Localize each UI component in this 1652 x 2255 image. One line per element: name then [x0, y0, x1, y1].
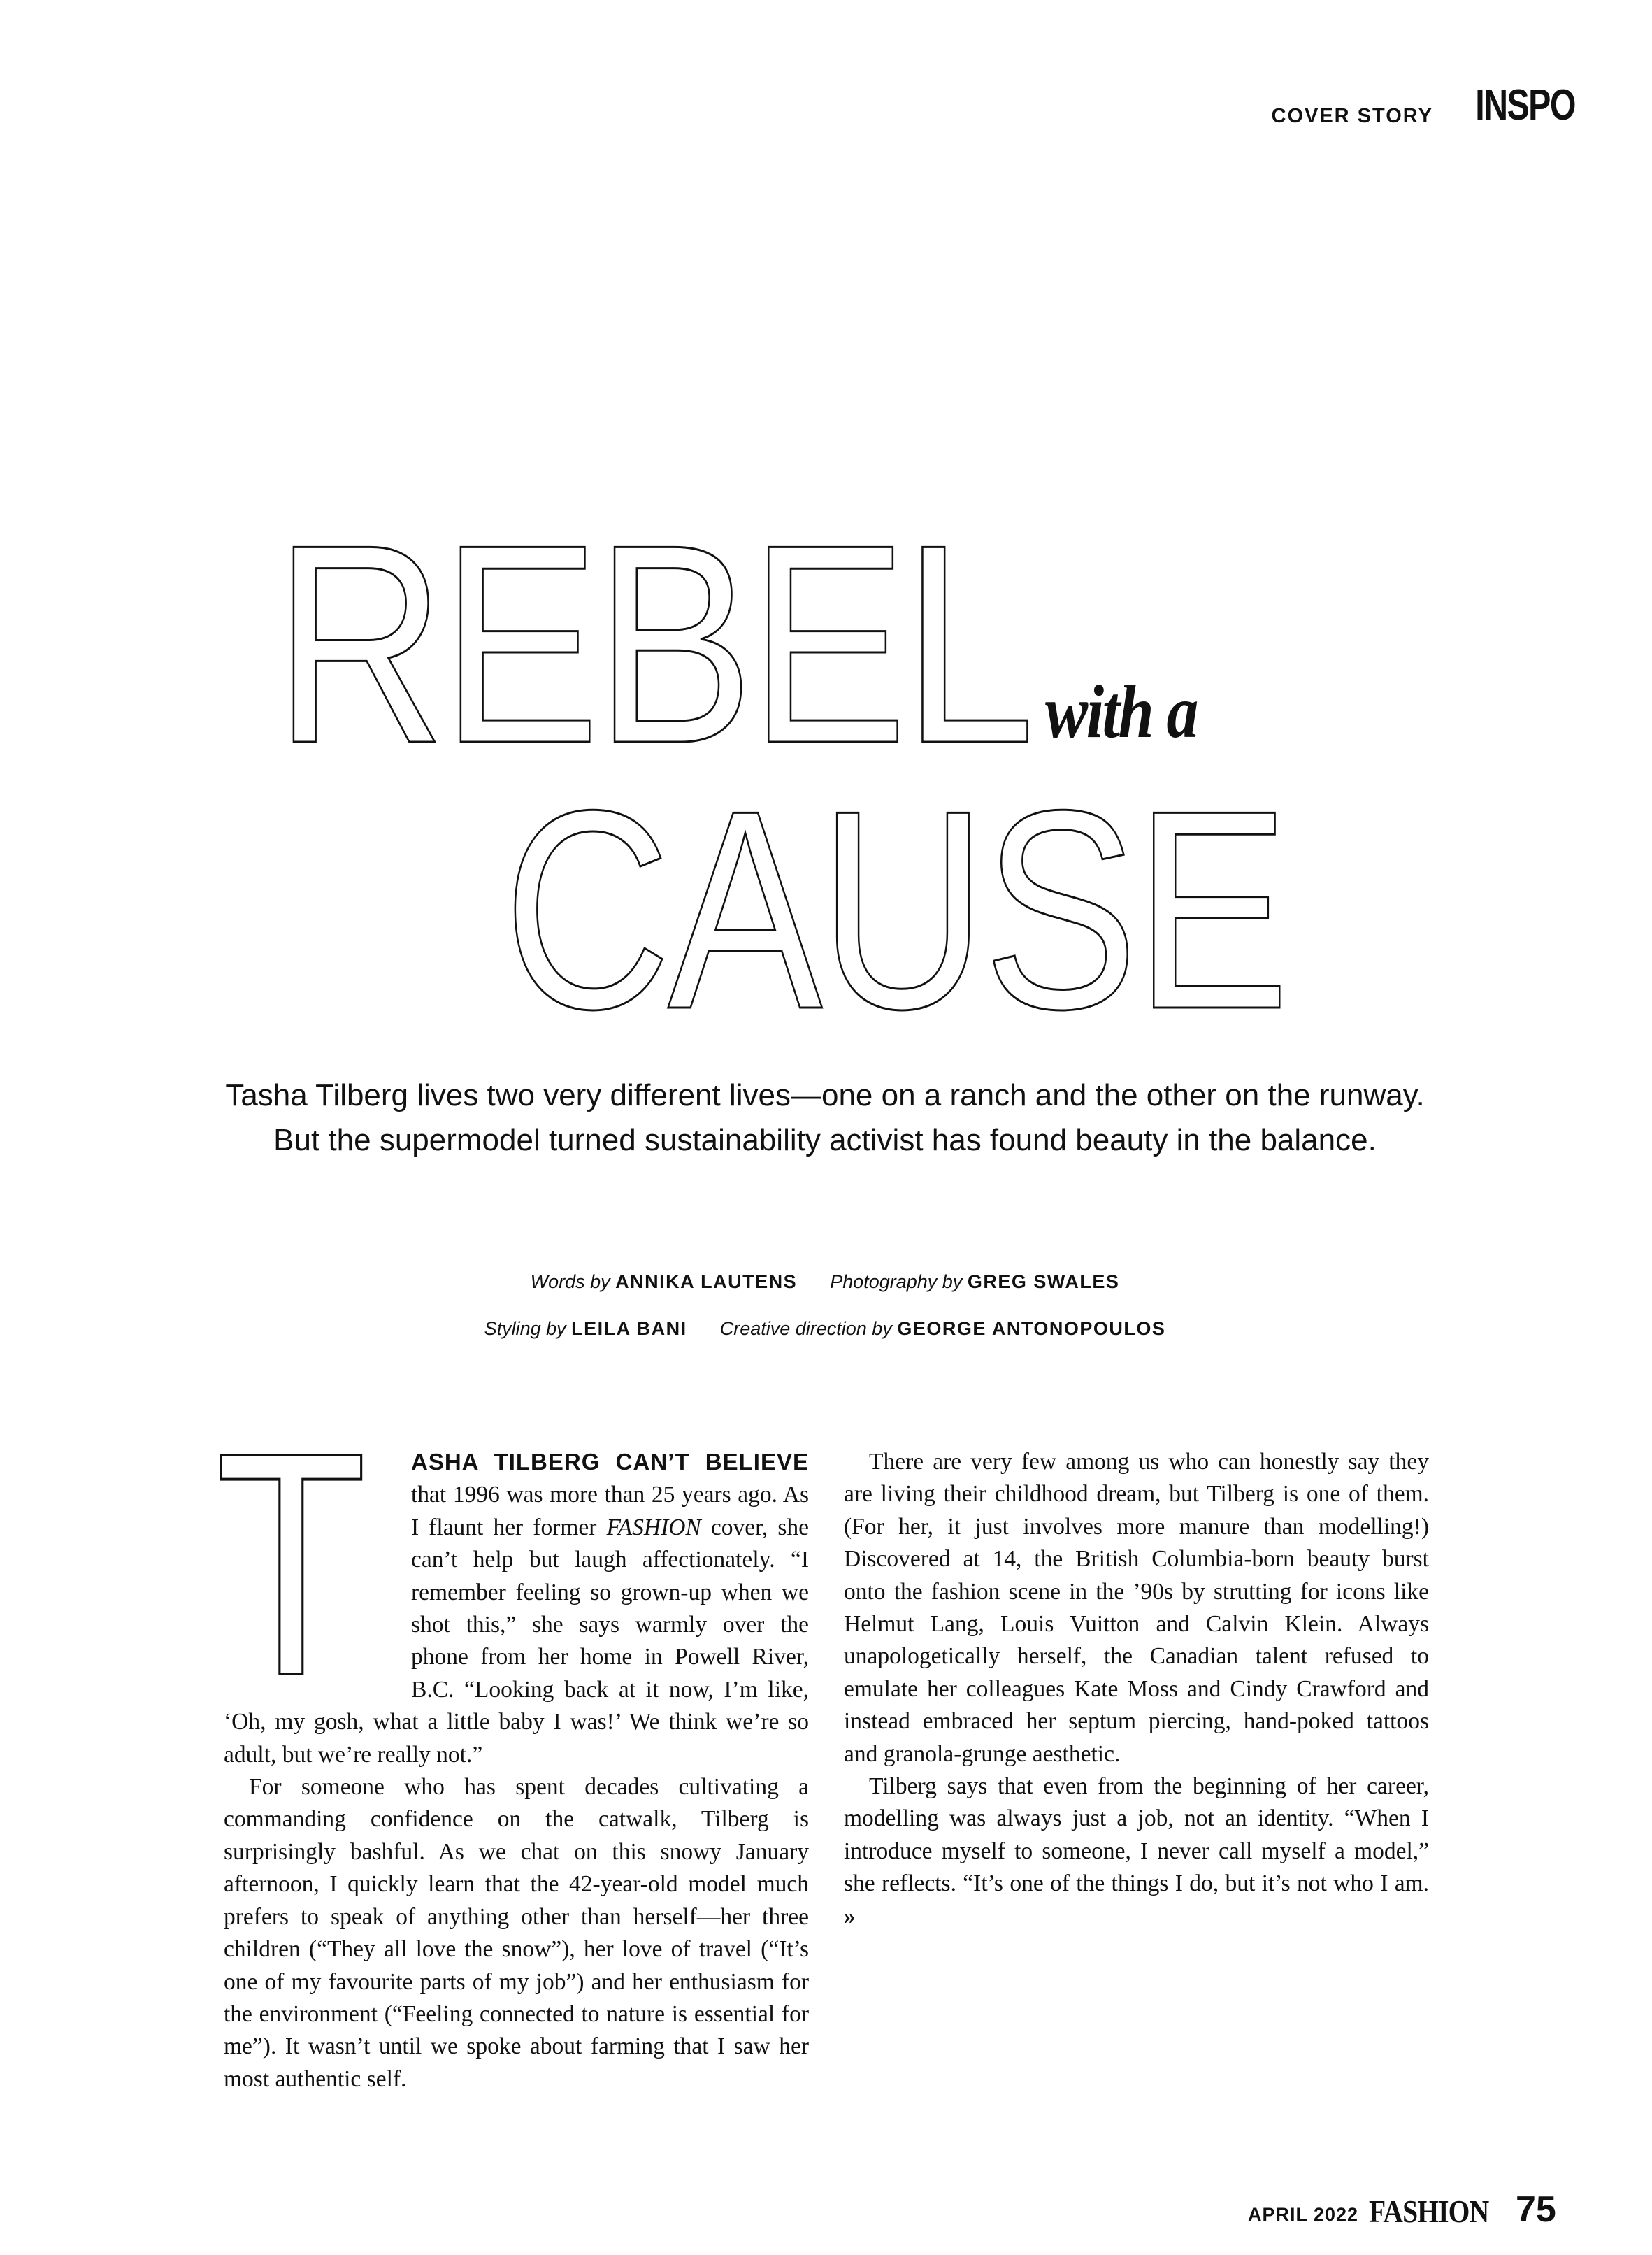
- credit-photo-role: Photography by: [830, 1271, 963, 1292]
- credit-styling-role: Styling by: [484, 1318, 566, 1339]
- paragraph-1-text-a: that 1996 was more than 25 years ago. As I flaunt her former: [411, 1482, 809, 1540]
- credit-creative-role: Creative direction by: [719, 1318, 892, 1339]
- credit-creative-name: GEORGE ANTONOPOULOS: [897, 1318, 1166, 1339]
- headline-cause: CAUSE: [503, 751, 1286, 1068]
- body-column-left: [215, 1387, 809, 2096]
- credit-styling-name: LEILA BANI: [571, 1318, 687, 1339]
- end-mark-icon: »: [844, 1903, 856, 1929]
- credit-words-role: Words by: [530, 1271, 610, 1292]
- headline-connector: with a: [1045, 671, 1197, 754]
- folio-magazine: FASHION: [1369, 2193, 1489, 2229]
- paragraph-2: For someone who has spent decades cultivating a commanding confidence on the catwalk, Tilberg is surprisingly bashful. As we chat on this snowy January afternoon, I quickly learn that the 42-year-old model much prefers to speak of anything other than herself—her three children (“They all love the snow”), her love of travel (“It’s one of my favourite parts of my job”) and her enthusiasm for the environment (“Feeling connected to nature is essential for me”). It wasn’t until we spoke about farming that I saw her most authentic self.: [224, 1774, 809, 2092]
- paragraph-3: There are very few among us who can honestly say they are living their childhood dream, but Tilberg is one of them. (For her, it just involves more manure than modelling!) Discovered at 14, the British Columbia-born beauty burst onto the fashion scene in the ’90s by strutting for icons like Helmut Lang, Louis Vuitton and Calvin Klein. Always unapologetically herself, the Canadian talent refused to emulate her colleagues Kate Moss and Cindy Crawford and instead embraced her septum piercing, hand-poked tattoos and granola-grunge aesthetic.: [844, 1449, 1429, 1767]
- folio-date: APRIL 2022: [1248, 2204, 1359, 2225]
- credit-words-name: ANNIKA LAUTENS: [615, 1271, 798, 1292]
- paragraph-4: [844, 1770, 1429, 1933]
- headline-rebel: REBEL: [274, 485, 1031, 802]
- lead-in: ASHA TILBERG CAN’T BELIEVE: [411, 1449, 809, 1475]
- section-label: COVER STORY: [1271, 105, 1433, 127]
- paragraph-1-text-b: cover, she can’t help but laugh affectionately. “I remember feeling so grown-up when we shot this,” she says warmly over the phone from her home in Powell River, B.C. “Looking back at it now, I’m like, ‘Oh, my gosh, what a little baby I was!’ We think we’re so adult, but we’re really not.”: [224, 1514, 809, 1768]
- drop-cap: T: [215, 1387, 367, 1742]
- credits-line-1: [140, 1271, 1510, 1293]
- page-number: 75: [1516, 2189, 1556, 2230]
- deck-line-2: But the supermodel turned sustainability activist has found beauty in the balance.: [273, 1123, 1377, 1157]
- section-name: INSPO: [1475, 81, 1575, 129]
- deck-line-1: Tasha Tilberg lives two very different lives—one on a ranch and the other on the runway.: [225, 1078, 1425, 1112]
- credit-photo-name: GREG SWALES: [967, 1271, 1120, 1292]
- magazine-name: FASHION: [606, 1514, 701, 1540]
- credits-line-2: [140, 1318, 1510, 1340]
- deck: [140, 1073, 1510, 1163]
- paragraph-4-text: Tilberg says that even from the beginning of her career, modelling was always just a job, not an identity. “When I introduce myself to someone, I never call myself a model,” she reflects. “It’s one of the things I do, but it’s not who I am.: [844, 1773, 1429, 1897]
- body-column-right: [844, 1446, 1429, 1933]
